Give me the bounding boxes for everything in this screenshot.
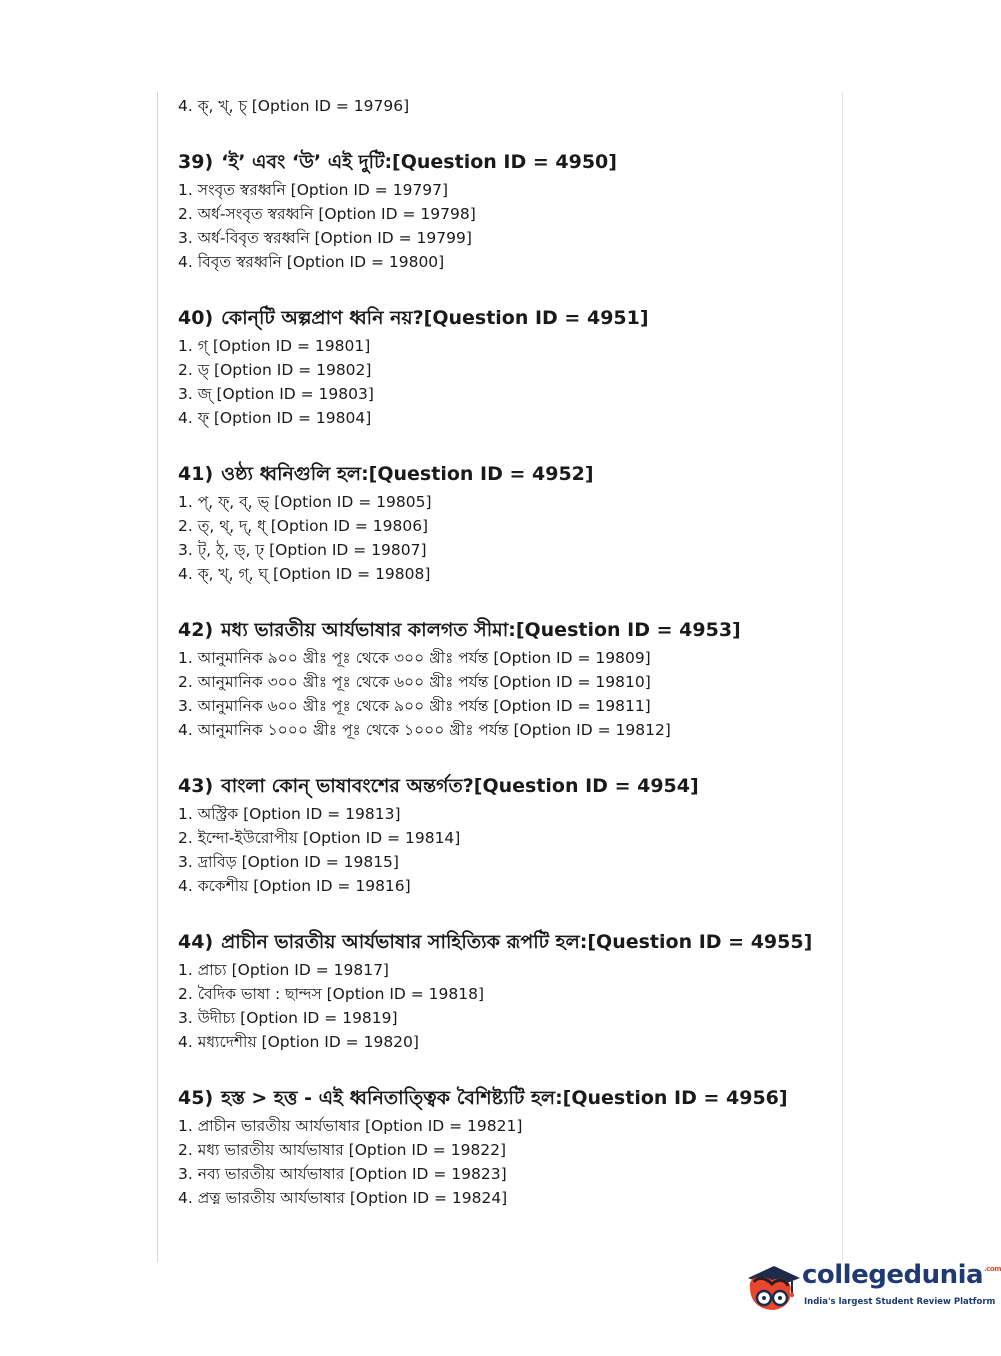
question-list (178, 148, 818, 1210)
question-title (178, 616, 818, 644)
question-text: প্রাচীন ভারতীয় আর্যভাষার সাহিত্যিক রূপটি হল:[Question ID = 4955] (221, 931, 813, 953)
question-title (178, 460, 818, 488)
question-block (178, 304, 818, 430)
question-block (178, 772, 818, 898)
option-item: 3. দ্রাবিড় [Option ID = 19815] (178, 853, 399, 871)
option-item: 2. বৈদিক ভাষা : ছান্দস [Option ID = 19818] (178, 985, 485, 1003)
option-item: 4. বিবৃত স্বরধ্বনি [Option ID = 19800] (178, 253, 445, 271)
question-block (178, 928, 818, 1054)
option-item: 4. ফ্ [Option ID = 19804] (178, 409, 372, 427)
option-item: 3. নব্য ভারতীয় আর্যভাষার [Option ID = 19823] (178, 1165, 507, 1183)
previous-question-option: 4. ক্, খ্, চ্ [Option ID = 19796] (178, 97, 410, 115)
question-number: 43) (178, 775, 214, 797)
question-number: 42) (178, 619, 214, 641)
question-block (178, 1084, 818, 1210)
question-number: 44) (178, 931, 214, 953)
question-title (178, 772, 818, 800)
question-block (178, 616, 818, 742)
option-item: 1. প্রাচ্য [Option ID = 19817] (178, 961, 389, 979)
option-item: 2. আনুমানিক ৩০০ খ্রীঃ পূঃ থেকে ৬০০ খ্রীঃ পর্যন্ত [Option ID = 19810] (178, 673, 651, 691)
option-item: 3. জ্ [Option ID = 19803] (178, 385, 374, 403)
question-title (178, 304, 818, 332)
option-item: 3. অর্ধ-বিবৃত স্বরধ্বনি [Option ID = 19799] (178, 229, 472, 247)
logo-brand-text: collegedunia (802, 1260, 984, 1290)
question-text: কোন্‌টি অল্পপ্রাণ ধ্বনি নয়?[Question ID = 4951] (221, 307, 649, 329)
option-item: 2. ত্, থ্, দ্, ধ্ [Option ID = 19806] (178, 517, 429, 535)
option-item: 2. মধ্য ভারতীয় আর্যভাষার [Option ID = 19822] (178, 1141, 507, 1159)
question-title (178, 928, 818, 956)
option-item: 1. সংবৃত স্বরধ্বনি [Option ID = 19797] (178, 181, 449, 199)
question-text: মধ্য ভারতীয় আর্যভাষার কালগত সীমা:[Question ID = 4953] (221, 619, 741, 641)
question-text: হস্ত > হত্ত - এই ধ্বনিতাত্ত্বিক বৈশিষ্ট্যটি হল:[Question ID = 4956] (221, 1087, 788, 1109)
question-text: ওষ্ঠ্য ধ্বনিগুলি হল:[Question ID = 4952] (221, 463, 594, 485)
option-item: 1. অস্ট্রিক [Option ID = 19813] (178, 805, 401, 823)
question-text: ‘ই’ এবং ‘উ’ এই দুটি:[Question ID = 4950] (221, 151, 617, 173)
option-item: 4. মধ্যদেশীয় [Option ID = 19820] (178, 1033, 419, 1051)
option-item: 4. ক্, খ্, গ্, ঘ্ [Option ID = 19808] (178, 565, 431, 583)
option-item: 2. ড্ [Option ID = 19802] (178, 361, 372, 379)
option-item: 1. আনুমানিক ৯০০ খ্রীঃ পূঃ থেকে ৩০০ খ্রীঃ পর্যন্ত [Option ID = 19809] (178, 649, 651, 667)
option-item: 4. ককেশীয় [Option ID = 19816] (178, 877, 411, 895)
right-margin-rule (842, 92, 843, 1262)
question-text: বাংলা কোন্ ভাষাবংশের অন্তর্গত?[Question ID = 4954] (221, 775, 699, 797)
question-title (178, 1084, 818, 1112)
logo-tagline: India's largest Student Review Platform (804, 1297, 996, 1307)
question-paper (178, 94, 818, 1210)
option-item: 1. প্, ফ্, ব্, ভ্ [Option ID = 19805] (178, 493, 432, 511)
question-number: 45) (178, 1087, 214, 1109)
option-item: 2. অর্ধ-সংবৃত স্বরধ্বনি [Option ID = 19798] (178, 205, 476, 223)
question-block (178, 148, 818, 274)
question-block (178, 460, 818, 586)
question-number: 40) (178, 307, 214, 329)
collegedunia-logo (742, 1250, 1001, 1330)
logo-brand-name (802, 1260, 1001, 1290)
option-item: 3. ট্, ঠ্, ড্, ঢ্ [Option ID = 19807] (178, 541, 427, 559)
option-item: 4. আনুমানিক ১০০০ খ্রীঃ পূঃ থেকে ১০০০ খ্রীঃ পর্যন্ত [Option ID = 19812] (178, 721, 671, 739)
option-item: 1. প্রাচীন ভারতীয় আর্যভাষার [Option ID = 19821] (178, 1117, 523, 1135)
question-title (178, 148, 818, 176)
logo-dotcom: .com (984, 1265, 1001, 1273)
left-margin-rule (157, 92, 158, 1262)
option-item: 3. উদীচ্য [Option ID = 19819] (178, 1009, 398, 1027)
option-item: 4. প্রত্ন ভারতীয় আর্যভাষার [Option ID = 19824] (178, 1189, 508, 1207)
option-item: 2. ইন্দো-ইউরোপীয় [Option ID = 19814] (178, 829, 461, 847)
mascot-icon (742, 1254, 802, 1318)
question-number: 41) (178, 463, 214, 485)
option-item: 3. আনুমানিক ৬০০ খ্রীঃ পূঃ থেকে ৯০০ খ্রীঃ পর্যন্ত [Option ID = 19811] (178, 697, 651, 715)
question-number: 39) (178, 151, 214, 173)
option-item: 1. গ্ [Option ID = 19801] (178, 337, 371, 355)
